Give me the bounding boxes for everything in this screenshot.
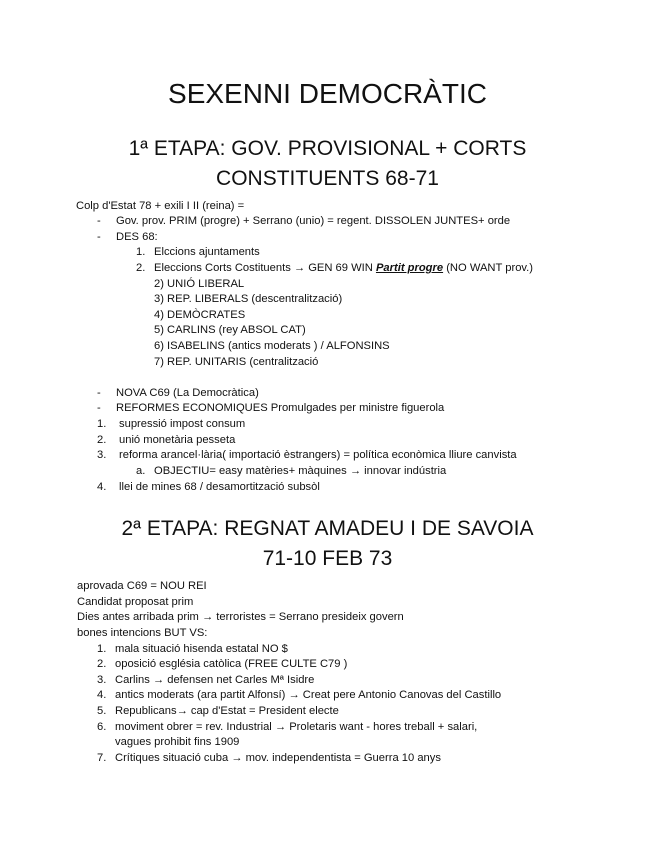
list-number: 6. xyxy=(97,721,107,733)
list-number: 2. xyxy=(136,262,146,274)
stage1-heading-line2: CONSTITUENTS 68-71 xyxy=(216,167,439,190)
problem-item: Crítiques situació cuba → mov. independentista = Guerra 10 anys xyxy=(115,752,441,764)
list-number: 4. xyxy=(97,481,107,493)
stage1-heading-line1: 1ª ETAPA: GOV. PROVISIONAL + CORTS xyxy=(128,137,527,160)
stage2-heading-line1: 2ª ETAPA: REGNAT AMADEU I DE SAVOIA xyxy=(121,517,534,540)
reform-item: supressió impost consum xyxy=(119,418,246,430)
party-item: 4) DEMÒCRATES xyxy=(154,309,246,321)
reform-item: llei de mines 68 / desamortització subsòl xyxy=(119,481,320,493)
dash-marker: - xyxy=(97,215,101,227)
reform-item: unió monetària pesseta xyxy=(119,434,236,446)
list-number: 1. xyxy=(97,643,107,655)
list-number: 7. xyxy=(97,752,107,764)
problem-item-continuation: vagues prohibit fins 1909 xyxy=(115,736,240,748)
problem-item: Republicans→ cap d'Estat = President electe xyxy=(115,705,339,717)
stage1-intro: Colp d'Estat 78 + exili I II (reina) = xyxy=(76,200,245,212)
dash-marker: - xyxy=(97,387,101,399)
problem-item: antics moderats (ara partit Alfonsí) → Creat pere Antonio Canovas del Castillo xyxy=(115,689,502,701)
problem-item: oposició església catòlica (FREE CULTE C79 ) xyxy=(115,658,348,670)
list-number: 1. xyxy=(97,418,107,430)
stage1-sub-2-after: (NO WANT prov.) xyxy=(443,262,534,274)
reform-item: reforma arancel·lària( importació èstrangers) = política econòmica lliure canvista xyxy=(119,449,517,461)
page-title: SEXENNI DEMOCRÀTIC xyxy=(168,78,487,109)
problem-item: moviment obrer = rev. Industrial → Proletaris want - hores treball + salari, xyxy=(115,721,478,733)
list-number: 3. xyxy=(97,449,107,461)
party-item: 2) UNIÓ LIBERAL xyxy=(154,278,245,290)
problem-item: mala situació hisenda estatal NO $ xyxy=(115,643,288,655)
stage1-bullet-3: NOVA C69 (La Democràtica) xyxy=(116,387,259,399)
party-item: 6) ISABELINS (antics moderats ) / ALFONSINS xyxy=(154,340,390,352)
stage1-bullet-2: DES 68: xyxy=(116,231,158,243)
stage1-sub-1: Elccions ajuntaments xyxy=(154,246,260,258)
dash-marker: - xyxy=(97,231,101,243)
stage2-line: bones intencions BUT VS: xyxy=(77,627,208,639)
dash-marker: - xyxy=(97,402,101,414)
problem-item: Carlins → defensen net Carles Mª Isidre xyxy=(115,674,315,686)
reform-objective: OBJECTIU= easy matèries+ màquines → innovar indústria xyxy=(154,465,447,477)
stage2-line: Candidat proposat prim xyxy=(77,596,194,608)
party-item: 7) REP. UNITARIS (centralització xyxy=(154,356,319,368)
party-item: 5) CARLINS (rey ABSOL CAT) xyxy=(154,324,306,336)
stage1-bullet-4: REFORMES ECONOMIQUES Promulgades per ministre figuerola xyxy=(116,402,445,414)
list-letter: a. xyxy=(136,465,146,477)
stage1-sub-2-emphasis: Partit progre xyxy=(375,262,444,274)
stage2-heading-line2: 71-10 FEB 73 xyxy=(262,547,393,570)
stage2-line: Dies antes arribada prim → terroristes = Serrano presideix govern xyxy=(77,611,404,623)
stage2-line: aprovada C69 = NOU REI xyxy=(77,580,207,592)
list-number: 1. xyxy=(136,246,146,258)
list-number: 3. xyxy=(97,674,107,686)
party-item: 3) REP. LIBERALS (descentralització) xyxy=(154,293,343,305)
list-number: 5. xyxy=(97,705,107,717)
list-number: 4. xyxy=(97,689,107,701)
list-number: 2. xyxy=(97,434,107,446)
stage1-sub-2-before: Eleccions Corts Costituents → GEN 69 WIN xyxy=(154,262,376,274)
list-number: 2. xyxy=(97,658,107,670)
stage1-sub-2 xyxy=(154,261,533,275)
stage1-bullet-1: Gov. prov. PRIM (progre) + Serrano (unio) = regent. DISSOLEN JUNTES+ orde xyxy=(116,215,511,227)
